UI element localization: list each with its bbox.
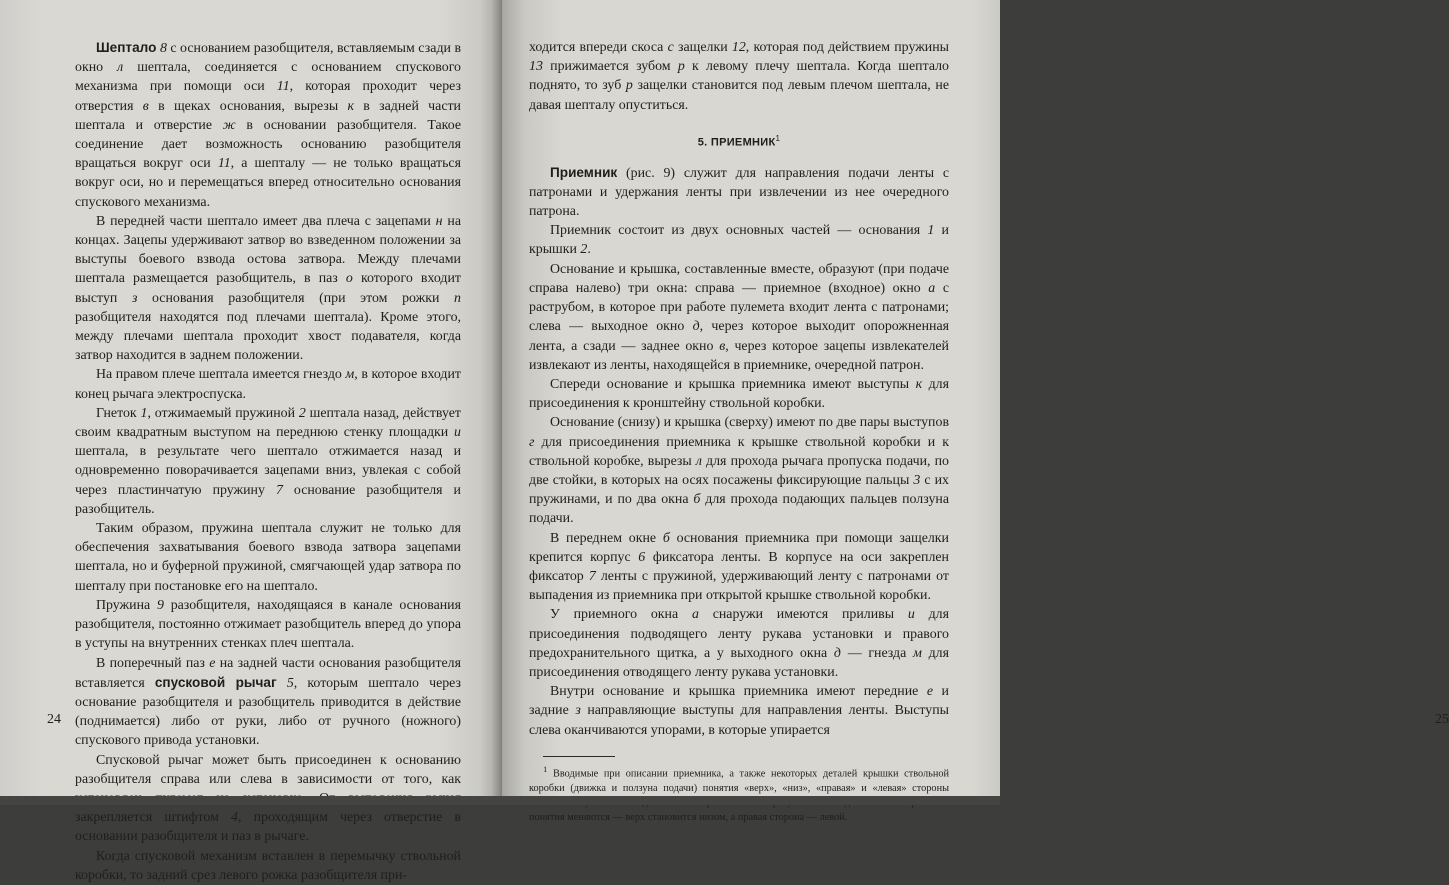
paragraph: Приемник (рис. 9) служит для направления подачи ленты с патронами и удержания ленты при извлечении из нее очередного патрона. bbox=[529, 164, 949, 220]
paragraph: Когда спусковой механизм вставлен в перемычку ствольной коробки, то задний срез левого рожка разобщителя при- bbox=[75, 848, 461, 883]
section-heading-text: 5. ПРИЕМНИК bbox=[697, 136, 776, 149]
paragraph: ходится впереди скоса с защелки 12, которая под действием пружины 13 прижимается зубом р к левому плечу шептала. Когда шептало поднято, то зуб р защелки становится под левым плечом шептала, не давая шепталу опуститься. bbox=[529, 40, 950, 113]
footnote-marker: 1 bbox=[775, 133, 781, 143]
paragraph: Основание и крышка, составленные вместе, образуют (при подаче справа налево) три окна: справа — приемное (входное) окно а с раструбом, в которое при работе пулемета входит лента с патронами; слева — выходное окно д, через которое выходит опорожненная лента, а сзади — заднее окно в, через которое зацепы извлекателей извлекают из ленты, находящейся в приемнике, очередной патрон. bbox=[529, 261, 950, 373]
paragraph: Спусковой рычаг может быть присоединен к основанию разобщителя справа или слева в зависимости от того, как закрепляется штифтом 4, проходящим через отверстие в основании разобщителя и паз в рычаге. bbox=[75, 752, 461, 845]
left-page bbox=[0, 0, 498, 883]
paragraph: Приемник состоит из двух основных частей — основания 1 и крышки 2. bbox=[529, 223, 949, 258]
footnote-divider bbox=[543, 756, 615, 757]
paragraph: В переднем окне б основания приемника при помощи защелки крепится корпус 6 фиксатора ленты. В корпусе на оси закреплен фиксатор 7 ленты с пружиной, удерживающий ленту с патронами от выпадения из приемника при открытой крышке ствольной коробки. bbox=[529, 530, 949, 604]
paragraph: На правом плече шептала имеется гнездо м, в которое входит конец рычага электроспуска. bbox=[75, 367, 461, 402]
paragraph: Шептало 8 с основанием разобщителя, вставляемым сзади в окно л шептала, соединяется с основанием спускового механизма при помощи оси 11, которая проходит через отверстия в в щеках основания, вырезы к в задней части шептала и отверстие ж в основании разобщителя. Такое соединение дает возможность основанию разобщителя вращаться вокруг оси 11, а шепталу — не только вращаться вокруг оси, но и перемещаться вперед относительно основания спускового механизма. bbox=[75, 40, 462, 210]
left-page-text bbox=[75, 38, 461, 885]
footnote bbox=[529, 762, 949, 826]
right-page bbox=[502, 0, 1449, 823]
paragraph: В поперечный паз е на задней части основания разобщителя вставляется спусковой рычаг 5, которым шептало через основание разобщителя и разобщитель приводится в действие (поднимается) либо от руки, либо от ручного (ножного) спускового привода установки. bbox=[75, 655, 461, 749]
paragraph: Гнеток 1, отжимаемый пружиной 2 шептала назад, действует своим квадратным выступом на переднюю стенку площадки и шептала, в результате чего шептало отжимается назад и одновременно поворачивается зацепами вниз, увлекая с собой через пластинчатую пружину 7 основание разобщителя и разобщитель. bbox=[75, 405, 461, 517]
paragraph: Пружина 9 разобщителя, находящаяся в канале основания разобщителя, постоянно отжимает разобщитель вперед до упора в уступы на внутренних стенках плеч шептала. bbox=[75, 597, 461, 652]
footnote-text: $^1$ Вводимые при описании приемника, а также некоторых деталей крышки ствольной коробки (движка и ползуна подачи) понятия «верх», «низ», «правая» и «левая» стороны понятия меняются — верх становится низом, а правая сторона — левой. bbox=[529, 763, 949, 823]
paragraph: У приемного окна а снаружи имеются приливы и для присоединения подводящего ленту рукава установки и правого предохранительного щитка, а у выходного окна д — гнезда м для присоединения отводящего ленту рукава установки. bbox=[529, 607, 949, 680]
paragraph: В передней части шептало имеет два плеча с зацепами н на концах. Зацепы удерживают затвор во взведенном положении за выступы боевого взвода остова затвора. Между плечами шептала размещается разобщитель, в паз о которого входит выступ з основания разобщителя (при этом рожки п разобщителя находятся под плечами шептала). Кроме этого, между плечами шептала проходит хвост подавателя, когда затвор находится в заднем положении. bbox=[75, 213, 461, 364]
paragraph: Основание (снизу) и крышка (сверху) имеют по две пары выступов г для присоединения приемника к крышке ствольной коробки и к ствольной коробке, вырезы л для прохода рычага пропуска подачи, по две стойки, в которых на осях посажены фиксирующие пальцы 3 с их пружинами, и по два окна б для прохода подающих пальцев ползуна подачи. bbox=[529, 415, 949, 527]
scan-bottom-edge bbox=[0, 796, 1000, 805]
right-page-text bbox=[529, 38, 949, 826]
paragraph: Внутри основание и крышка приемника имеют передние е и задние з направляющие выступы для направления ленты. Выступы слева оканчиваются упорами, в которые упирается bbox=[529, 684, 949, 738]
page-number: 25 bbox=[1435, 712, 1449, 727]
page-number: 24 bbox=[47, 712, 61, 727]
paragraph: Спереди основание и крышка приемника имеют выступы к для присоединения к кронштейну ствольной коробки. bbox=[529, 376, 949, 412]
section-heading bbox=[529, 129, 949, 153]
paragraph: Таким образом, пружина шептала служит не только для обеспечения захватывания боевого взвода затвора зацепами шептала, но и буферной пружиной, смягчающей удар затвора по шепталу при постановке его на шептало. bbox=[75, 521, 461, 594]
